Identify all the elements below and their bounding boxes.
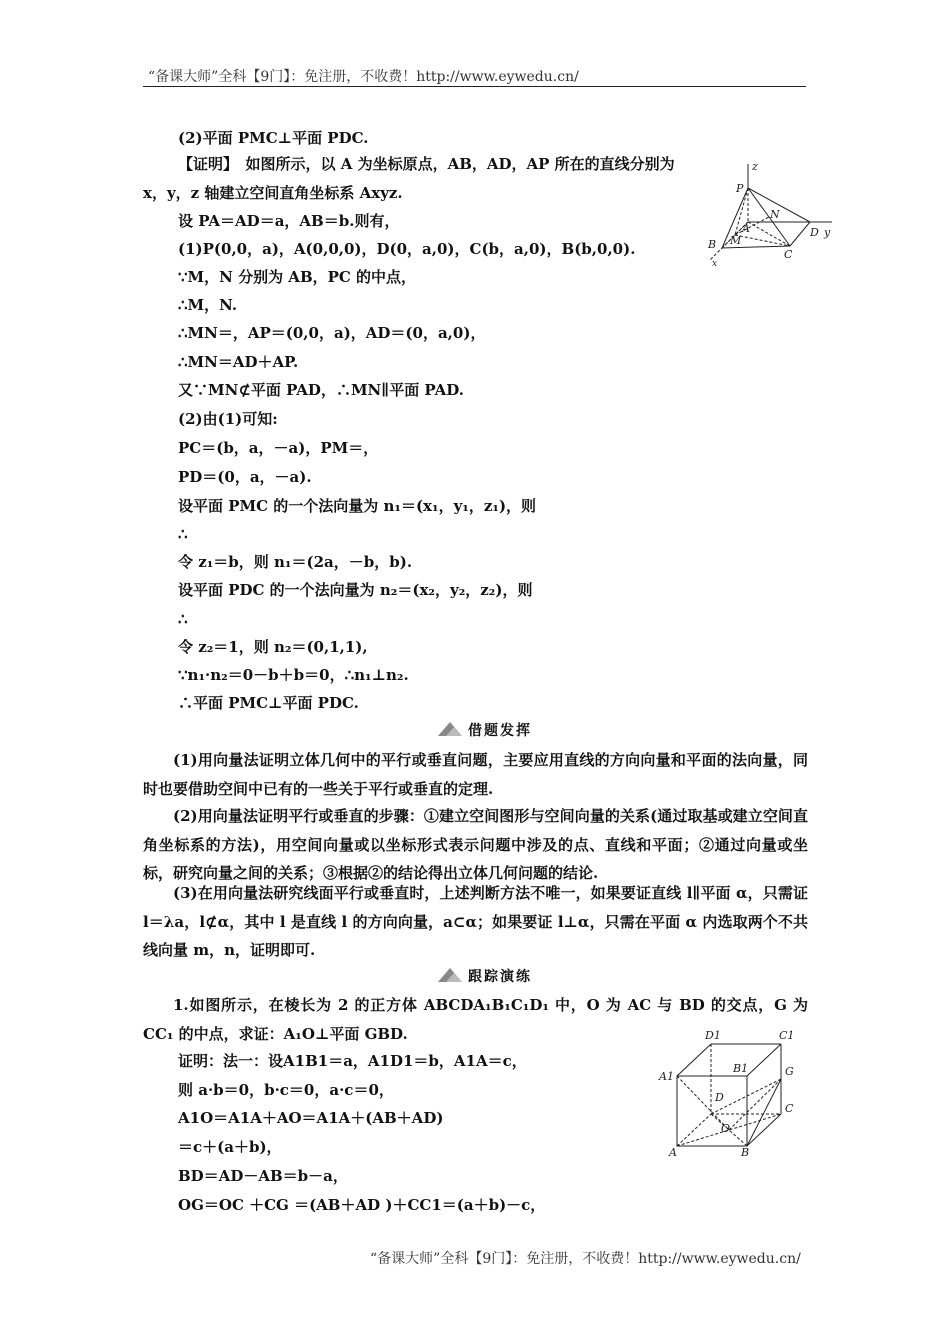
fig1-label: B xyxy=(708,238,717,251)
fig1-label: D xyxy=(810,226,819,239)
proof-line: x，y，z 轴建立空间直角坐标系 Axyz. xyxy=(143,184,403,202)
proof-line: PD＝(0，a，－a). xyxy=(178,468,312,486)
proof-line: ∴MN＝，AP＝(0,0，a)，AD＝(0，a,0)， xyxy=(178,324,486,342)
proof-line: ∴M，N. xyxy=(178,296,238,314)
proof-line: ∵M，N 分别为 AB，PC 的中点， xyxy=(178,268,417,286)
exercise-proof-line: 证明：法一：设A1B1＝a，A1D1＝b，A1A＝c， xyxy=(178,1052,527,1070)
exercise-proof-line: A1O＝A1A＋AO＝A1A＋(AB＋AD) xyxy=(178,1109,444,1127)
fig1-label: z xyxy=(752,160,758,173)
section-triangle-icon xyxy=(436,966,462,984)
fig2-label: A1 xyxy=(659,1070,674,1083)
proof-line: (1)P(0,0，a)，A(0,0,0)，D(0，a,0)，C(b，a,0)，B(b,0,0). xyxy=(178,240,636,258)
section-title-genzong: 跟踪演练 xyxy=(468,969,532,985)
fig2-label: D xyxy=(715,1091,724,1104)
fig2-label: C xyxy=(785,1102,794,1115)
page-header: “备课大师”全科【9门】：免注册，不收费！http://www.eywedu.cn/ xyxy=(148,69,579,85)
section-triangle-icon xyxy=(436,720,462,738)
fig1-label: N xyxy=(770,208,780,221)
pyramid-figure xyxy=(700,160,840,268)
exercise-statement: 1.如图所示，在棱长为 2 的正方体 ABCDA₁B₁C₁D₁ 中，O 为 AC 与 BD 的交点，G 为 CC₁ 的中点，求证：A₁O⊥平面 GBD. xyxy=(143,996,808,1043)
fig2-label: G xyxy=(785,1065,794,1078)
note-paragraph: (1)用向量法证明立体几何中的平行或垂直问题，主要应用直线的方向向量和平面的法向量，同时也要借助空间中已有的一些关于平行或垂直的定理. xyxy=(143,751,808,798)
fig1-label: y xyxy=(824,226,831,239)
segment-mn xyxy=(735,217,769,235)
header-divider xyxy=(143,86,806,87)
fig1-label: P xyxy=(736,182,744,195)
exercise-proof-line: ＝c＋(a＋b)， xyxy=(178,1138,282,1156)
proof-line: PC＝(b，a，－a)，PM＝， xyxy=(178,439,379,457)
fig1-label: x xyxy=(712,259,718,268)
edge-cd xyxy=(790,222,810,246)
proof-line: 又∵MN⊄平面 PAD，∴MN∥平面 PAD. xyxy=(178,381,464,399)
fig2-label: B xyxy=(741,1146,750,1158)
edge-pc xyxy=(748,188,790,246)
exercise-proof-line: 则 a·b＝0，b·c＝0，a·c＝0， xyxy=(178,1081,394,1099)
cube-figure xyxy=(655,1028,800,1158)
segment-mc xyxy=(735,235,790,246)
proof-line: ∵n₁·n₂＝0－b＋b＝0，∴n₁⊥n₂. xyxy=(178,666,409,684)
proof-line: (2)平面 PMC⊥平面 PDC. xyxy=(178,129,369,147)
fig1-label: A xyxy=(742,222,750,235)
proof-line: 设 PA＝AD＝a，AB＝b.则有， xyxy=(178,212,400,230)
proof-line: 令 z₁＝b，则 n₁＝(2a，－b，b). xyxy=(178,553,413,571)
proof-line: (2)由(1)可知: xyxy=(178,410,278,428)
proof-line: 令 z₂＝1，则 n₂＝(0,1,1), xyxy=(178,638,368,656)
fig2-label: D1 xyxy=(705,1029,721,1042)
fig2-label: O xyxy=(721,1122,731,1135)
fig1-label: M xyxy=(730,234,742,247)
proof-line: ∴MN＝AD＋AP. xyxy=(178,353,299,371)
note-paragraph: (2)用向量法证明平行或垂直的步骤：①建立空间图形与空间向量的关系(通过取基或建立空间直角坐标系的方法)，用空间向量或以坐标形式表示问题中涉及的点、直线和平面；②通过向量或坐标，研究向量之间的关系；③根据②的结论得出立体几何问题的结论. xyxy=(143,807,808,882)
proof-line: 设平面 PDC 的一个法向量为 n₂＝(x₂，y₂，z₂)，则 xyxy=(178,581,533,599)
proof-line: ∴ xyxy=(178,610,188,628)
exercise-proof-line: OG＝OC ＋CG ＝(AB＋AD )＋CC1＝(a＋b)－c， xyxy=(178,1196,546,1214)
edge-a1d1 xyxy=(677,1044,711,1076)
note-paragraph: (3)在用向量法研究线面平行或垂直时，上述判断方法不唯一，如果要证直线 l∥平面 α，只需证 l＝λa，l⊄α，其中 l 是直线 l 的方向向量，a⊂α；如果要证 l⊥α，只需在平面 α 内选取两个不共线向量 m，n，证明即可. xyxy=(143,884,808,959)
fig2-label: B1 xyxy=(733,1062,749,1075)
segment-bg xyxy=(747,1079,781,1146)
proof-line: ∴ xyxy=(178,525,188,543)
fig2-label: A xyxy=(669,1146,677,1158)
proof-line: 设平面 PMC 的一个法向量为 n₁＝(x₁，y₁，z₁)，则 xyxy=(178,497,537,515)
section-title-jieti: 借题发挥 xyxy=(468,723,532,739)
edge-ac xyxy=(748,222,790,246)
proof-line: 【证明】 如图所示，以 A 为坐标原点，AB，AD，AP 所在的直线分别为 xyxy=(178,155,675,173)
fig1-label: C xyxy=(784,248,793,261)
fig2-label: C1 xyxy=(779,1029,795,1042)
edge-b1c1 xyxy=(747,1044,781,1076)
exercise-proof-line: BD＝AD－AB＝b－a， xyxy=(178,1167,348,1185)
page-footer: “备课大师”全科【9门】：免注册，不收费！http://www.eywedu.cn/ xyxy=(370,1251,801,1267)
proof-line: ∴平面 PMC⊥平面 PDC. xyxy=(178,694,359,712)
